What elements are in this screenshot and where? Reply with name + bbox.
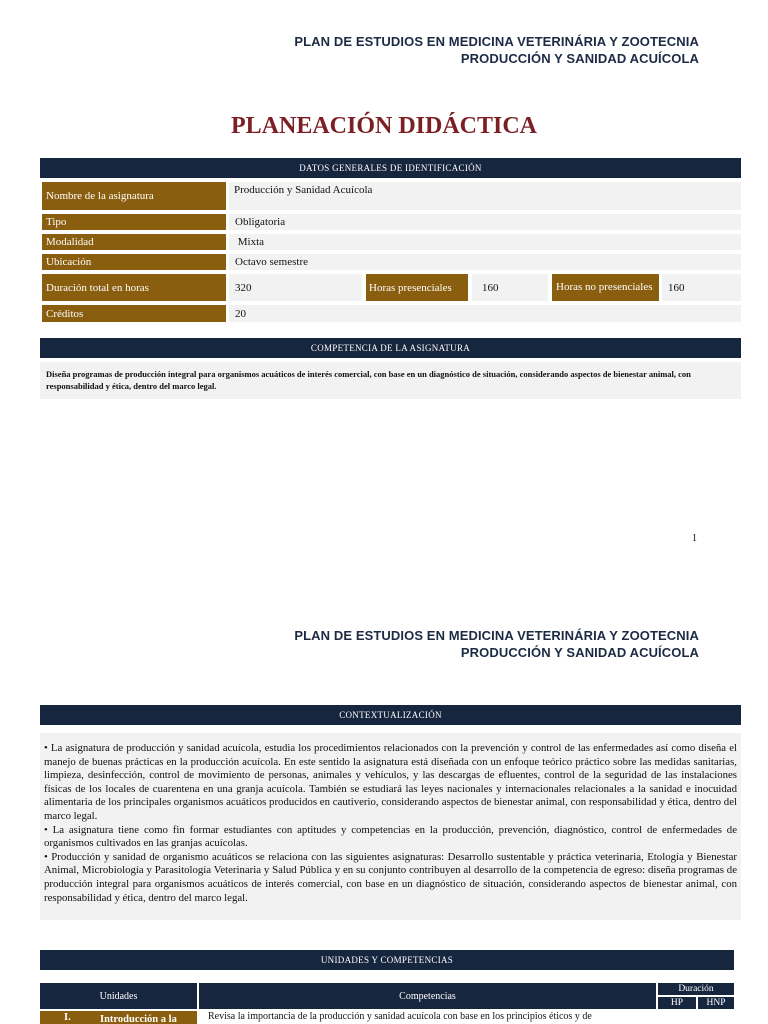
- unit-title: Introducción a la: [100, 1014, 177, 1024]
- value-remote-hours: 160: [662, 274, 741, 301]
- header-course-title: PRODUCCIÓN Y SANIDAD ACUÍCOLA: [460, 51, 699, 66]
- value-modality: Mixta: [229, 234, 741, 250]
- section-header-units: UNIDADES Y COMPETENCIAS: [40, 950, 734, 970]
- context-paragraph: • Producción y sanidad de organismo acuáticos se relaciona con las siguientes asignaturas: Desarrollo sustentable y práctica veterinaria, Etología y Bienestar Animal, Microbiología y Parasitología Veterinaria y Salud Pública y en su conjunto contribuyen al desarrollo de la competencia de egreso: diseña programas de producción integral para organismos acuáticos de interés comercial, con base en un diagnóstico de situación, considerando aspectos de bienestar animal, con responsabilidad y ética, dentro del marco legal.: [44, 850, 737, 904]
- section-header-context: CONTEXTUALIZACIÓN: [40, 705, 741, 725]
- table-header-duration: Duración: [658, 983, 734, 995]
- label-credits: Créditos: [42, 305, 226, 322]
- value-course-name: Producción y Sanidad Acuícola: [229, 182, 741, 210]
- competence-text: Diseña programas de producción integral para organismos acuáticos de interés comercial, con base en un diagnóstico de situación, considerando aspectos de bienestar animal, con responsabilidad y ética, dentro del marco legal.: [46, 369, 691, 391]
- section-header-competence: COMPETENCIA DE LA ASIGNATURA: [40, 338, 741, 358]
- label-location: Ubicación: [42, 254, 226, 270]
- context-paragraph: • La asignatura de producción y sanidad acuícola, estudia los procedimientos relacionados con la prevención y control de las enfermedades así como diseña el manejo de buenas prácticas en la producción acuícola. En este sentido la asignatura está diseñada con un enfoque teórico práctico sobre las medidas sanitarias, limpieza, desinfección, control de movimiento de personas, animales y vehículos, y las descargas de efluentes, control de la seguridad de las instalaciones físicas de los locales de cuarentena en una granja acuícola. También se estudiará las leyes nacionales y internacionales relacionales a la sanidad e inocuidad alimentaria de los principales organismos acuáticos producidos en cautiverio, considerando aspectos de bienestar animal, con responsabilidad y ética, dentro del marco legal.: [44, 742, 737, 822]
- table-header-hp: HP: [658, 996, 696, 1009]
- section-header-general-data: DATOS GENERALES DE IDENTIFICACIÓN: [40, 158, 741, 178]
- header-program-title: PLAN DE ESTUDIOS EN MEDICINA VETERINÁRIA Y ZOOTECNIA: [294, 34, 699, 49]
- page-number: 1: [692, 533, 697, 544]
- competence-box: [40, 362, 741, 399]
- table-row-competence: Revisa la importancia de la producción y sanidad acuícola con base en los principios éticos y de: [208, 1011, 592, 1022]
- value-total-hours: 320: [229, 274, 362, 301]
- header-program-title-page2: PLAN DE ESTUDIOS EN MEDICINA VETERINÁRIA Y ZOOTECNIA: [294, 628, 699, 643]
- label-modality: Modalidad: [42, 234, 226, 250]
- value-type: Obligatoria: [229, 214, 741, 230]
- document-title: PLANEACIÓN DIDÁCTICA: [230, 113, 538, 139]
- label-total-hours: Duración total en horas: [42, 274, 226, 301]
- value-location: Octavo semestre: [229, 254, 741, 270]
- context-box: [40, 733, 741, 920]
- header-course-title-page2: PRODUCCIÓN Y SANIDAD ACUÍCOLA: [460, 645, 699, 660]
- label-remote-hours: Horas no presenciales: [552, 274, 659, 301]
- label-course-name: Nombre de la asignatura: [42, 182, 226, 210]
- label-type: Tipo: [42, 214, 226, 230]
- label-in-person-hours: Horas presenciales: [366, 274, 468, 301]
- table-header-units: Unidades: [40, 983, 197, 1009]
- value-in-person-hours: 160: [472, 274, 548, 301]
- table-header-hnp: HNP: [697, 996, 734, 1009]
- table-header-competences: Competencias: [199, 983, 656, 1009]
- context-paragraph: • La asignatura tiene como fin formar estudiantes con aptitudes y competencias en la producción, prevención, diagnóstico, control de enfermedades de organismos cultivados en las granjas acuícolas.: [44, 823, 737, 850]
- value-credits: 20: [229, 305, 741, 322]
- table-row-unit: [40, 1011, 197, 1024]
- unit-number: I.: [64, 1012, 71, 1023]
